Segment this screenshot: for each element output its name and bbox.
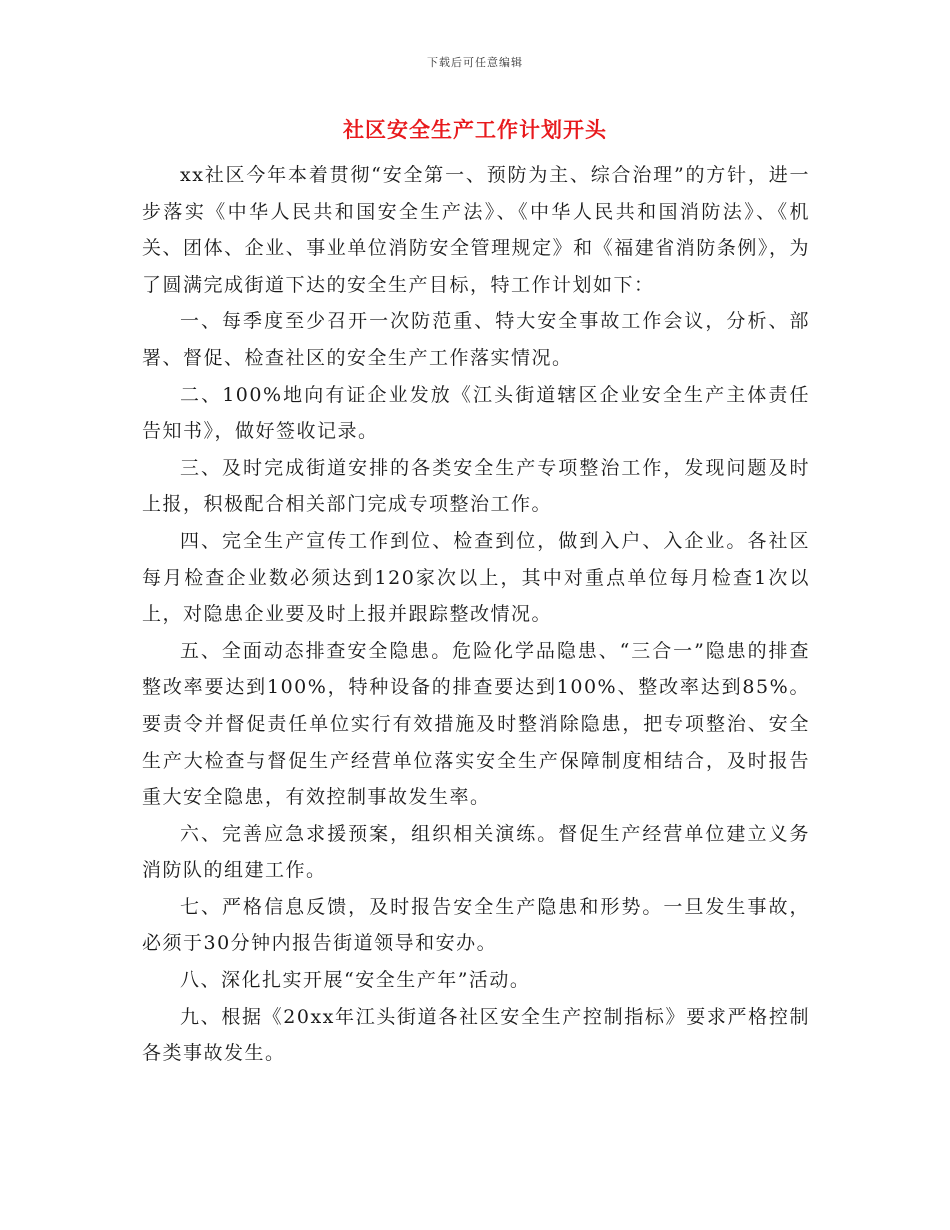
document-title: 社区安全生产工作计划开头 [343, 117, 607, 142]
document-body [142, 157, 810, 1072]
paragraph-item-2: 二、100%地向有证企业发放《江头街道辖区企业安全生产主体责任告知书》，做好签收记录。 [142, 383, 810, 443]
paragraph-item-1: 一、每季度至少召开一次防范重、特大安全事故工作会议，分析、部署、督促、检查社区的安全生产工作落实情况。 [142, 310, 810, 369]
paragraph-intro: xx社区今年本着贯彻“安全第一、预防为主、综合治理”的方针，进一步落实《中华人民共和国安全生产法》、《中华人民共和国消防法》、《机关、团体、企业、事业单位消防安全管理规定》和《福建省消防条例》，为了圆满完成街道下达的安全生产目标，特工作计划如下： [142, 164, 810, 296]
paragraph-item-8: 八、深化扎实开展“安全生产年”活动。 [180, 969, 531, 992]
page-header-note: 下载后可任意编辑 [427, 56, 523, 69]
paragraph-item-6: 六、完善应急求援预案，组织相关演练。督促生产经营单位建立义务消防队的组建工作。 [142, 822, 810, 882]
paragraph-item-3: 三、及时完成街道安排的各类安全生产专项整治工作，发现问题及时上报，积极配合相关部门完成专项整治工作。 [142, 456, 810, 516]
paragraph-item-9: 九、根据《20xx年江头街道各社区安全生产控制指标》要求严格控制各类事故发生。 [142, 1005, 810, 1065]
paragraph-item-4: 四、完全生产宣传工作到位、检查到位，做到入户、入企业。各社区每月检查企业数必须达到120家次以上，其中对重点单位每月检查1次以上，对隐患企业要及时上报并跟踪整改情况。 [142, 529, 810, 626]
paragraph-item-7: 七、严格信息反馈，及时报告安全生产隐患和形势。一旦发生事故，必须于30分钟内报告街道领导和安办。 [142, 895, 810, 955]
paragraph-item-5: 五、全面动态排查安全隐患。危险化学品隐患、“三合一”隐患的排查整改率要达到100%，特种设备的排查要达到100%、整改率达到85%。要责令并督促责任单位实行有效措施及时整消除隐患，把专项整治、安全生产大检查与督促生产经营单位落实安全生产保障制度相结合，及时报告重大安全隐患，有效控制事故发生率。 [142, 639, 810, 809]
